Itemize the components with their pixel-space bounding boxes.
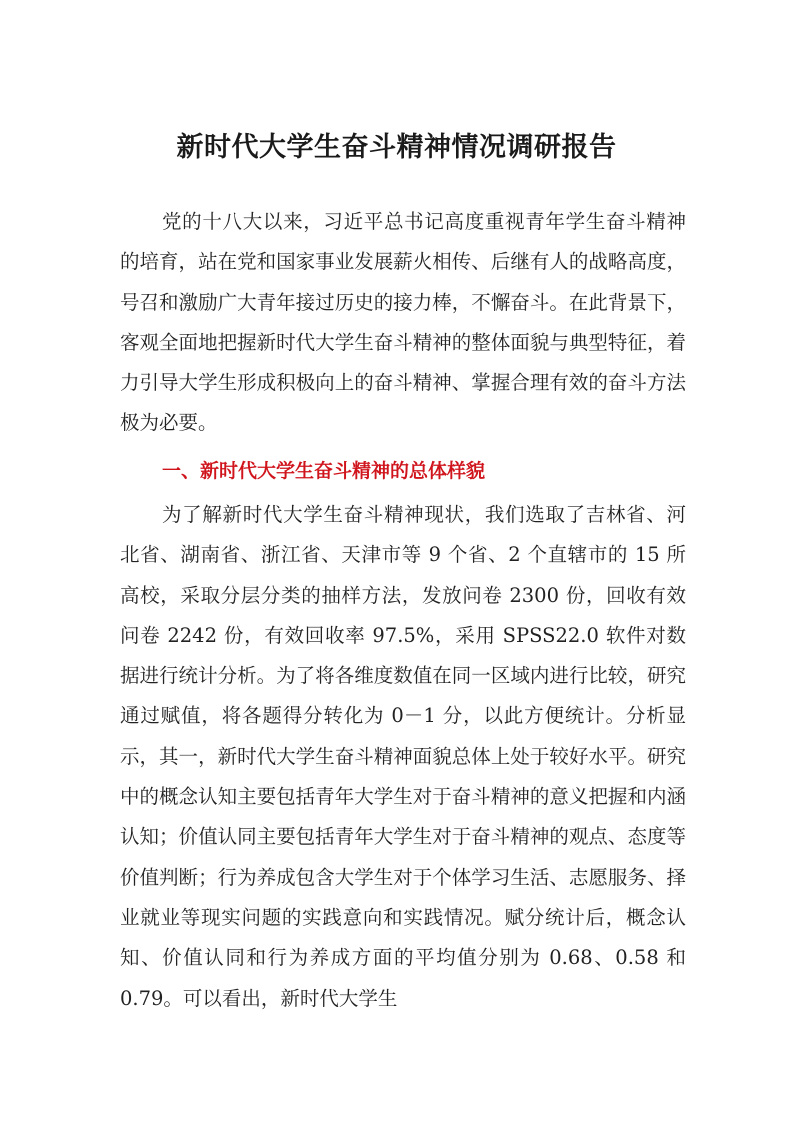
section-heading: 一、新时代大学生奋斗精神的总体样貌 — [162, 460, 486, 482]
survey-paragraph: 为了解新时代大学生奋斗精神现状，我们选取了吉林省、河北省、湖南省、浙江省、天津市等 9 个省、2 个直辖市的 15 所高校，采取分层分类的抽样方法，发放问卷 2300 份，回收有效问卷 2242 份，有效回收率 97.5%，采用 SPSS22.0 软件对数据进行统计分析。为了将各维度数值在同一区域内进行比较，研究通过赋值，将各题得分转化为 0－1 分，以此方便统计。分析显示，其一，新时代大学生奋斗精神面貌总体上处于较好水平。研究中的概念认知主要包括青年大学生对于奋斗精神的意义把握和内涵认知；价值认同主要包括青年大学生对于奋斗精神的观点、态度等价值判断；行为养成包含大学生对于个体学习生活、志愿服务、择业就业等现实问题的实践意向和实践情况。赋分统计后，概念认知、价值认同和行为养成方面的平均值分别为 0.68、0.58 和 0.79。可以看出，新时代大学生 — [120, 503, 686, 1010]
document-title: 新时代大学生奋斗精神情况调研报告 — [176, 132, 617, 163]
intro-paragraph: 党的十八大以来，习近平总书记高度重视青年学生奋斗精神的培育，站在党和国家事业发展薪火相传、后继有人的战略高度，号召和激励广大青年接过历史的接力棒，不懈奋斗。在此背景下，客观全面地把握新时代大学生奋斗精神的整体面貌与典型特征，着力引导大学生形成积极向上的奋斗精神、掌握合理有效的奋斗方法极为必要。 — [120, 210, 686, 435]
